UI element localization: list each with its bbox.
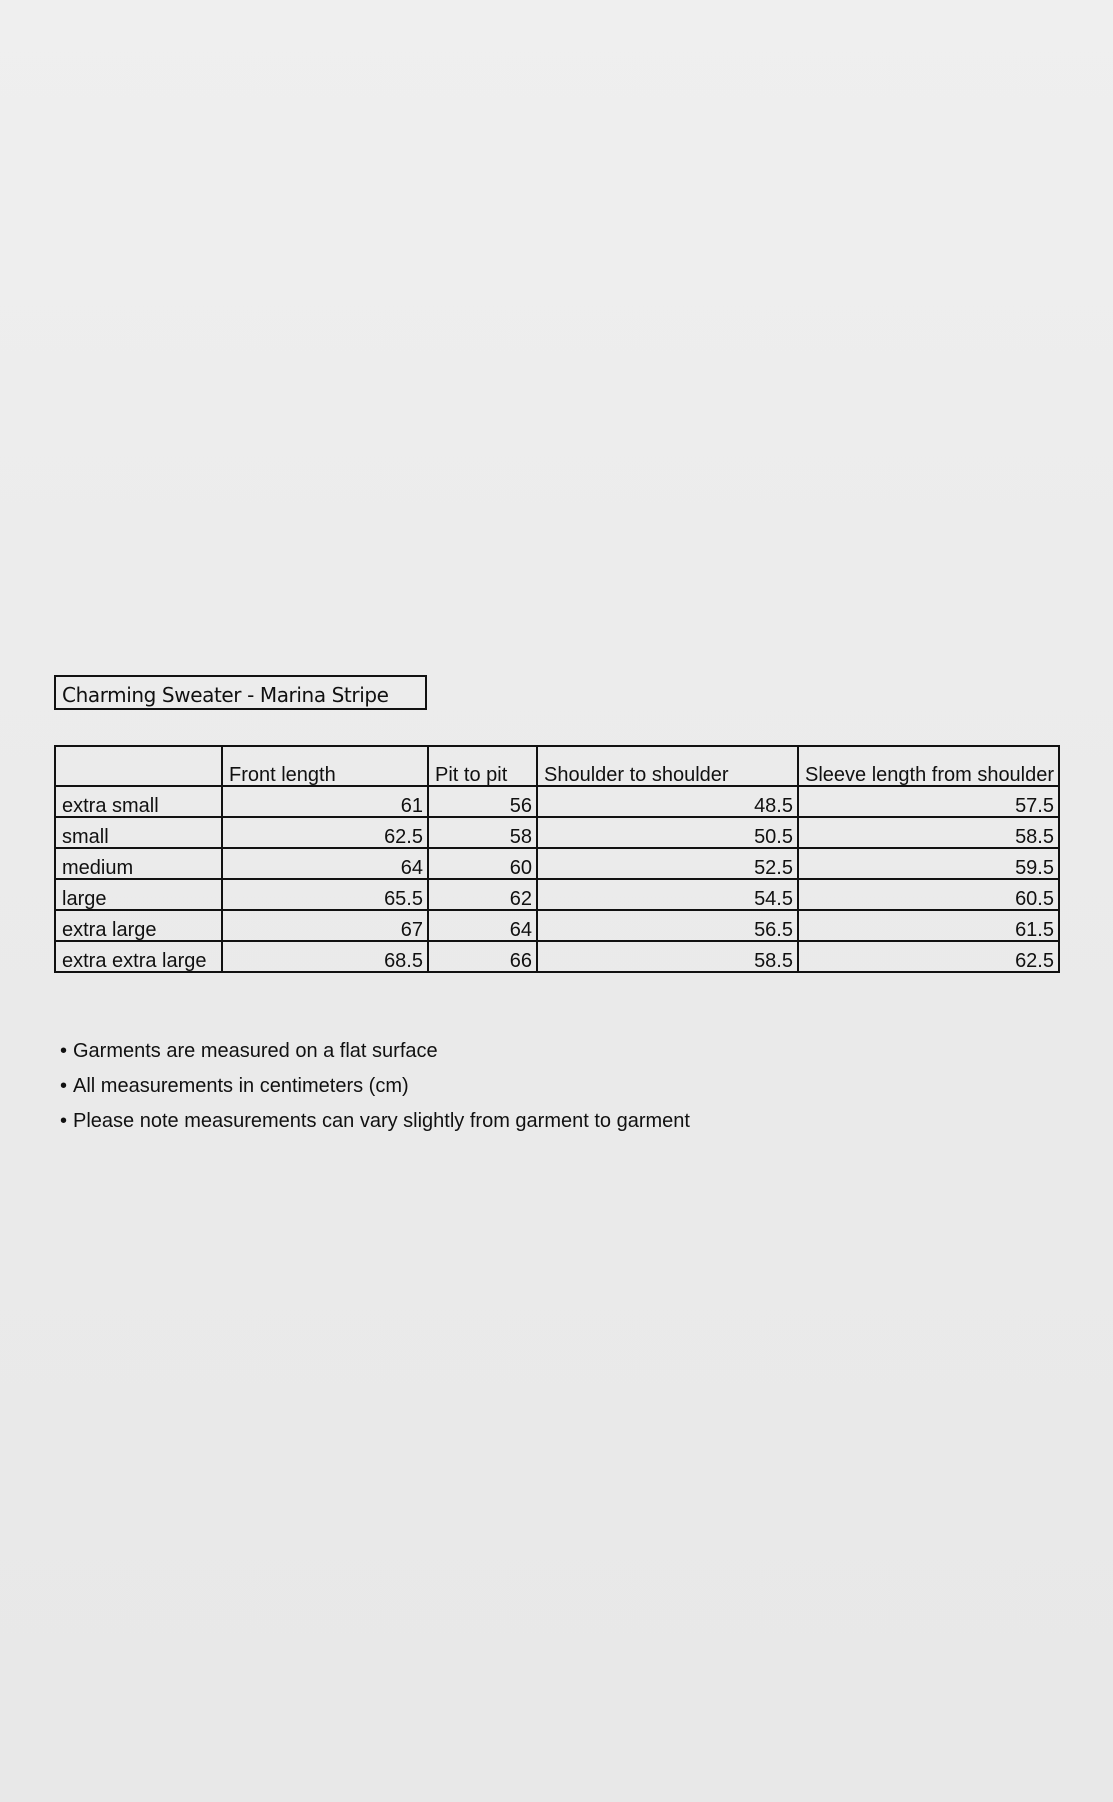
header-pit-to-pit: Pit to pit bbox=[428, 746, 537, 786]
chart-title bbox=[54, 675, 427, 710]
header-shoulder-to-shoulder: Shoulder to shoulder bbox=[537, 746, 798, 786]
note-text: Please note measurements can vary slightly from garment to garment bbox=[73, 1110, 690, 1132]
header-front-length: Front length bbox=[222, 746, 428, 786]
table-header-row bbox=[55, 746, 1059, 786]
sleeve-value: 57.5 bbox=[798, 786, 1059, 817]
shoulder-value: 54.5 bbox=[537, 879, 798, 910]
table-row bbox=[55, 817, 1059, 848]
shoulder-value: 56.5 bbox=[537, 910, 798, 941]
size-label: small bbox=[55, 817, 222, 848]
shoulder-value: 48.5 bbox=[537, 786, 798, 817]
sleeve-value: 59.5 bbox=[798, 848, 1059, 879]
front-length-value: 67 bbox=[222, 910, 428, 941]
sleeve-value: 62.5 bbox=[798, 941, 1059, 972]
note-text: Garments are measured on a flat surface bbox=[73, 1040, 438, 1062]
bullet-icon: • bbox=[60, 1110, 68, 1132]
table-row bbox=[55, 879, 1059, 910]
shoulder-value: 52.5 bbox=[537, 848, 798, 879]
pit-to-pit-value: 58 bbox=[428, 817, 537, 848]
bullet-icon: • bbox=[60, 1075, 68, 1097]
pit-to-pit-value: 62 bbox=[428, 879, 537, 910]
table-row bbox=[55, 848, 1059, 879]
note-item bbox=[60, 1037, 690, 1072]
pit-to-pit-value: 64 bbox=[428, 910, 537, 941]
sleeve-value: 58.5 bbox=[798, 817, 1059, 848]
pit-to-pit-value: 66 bbox=[428, 941, 537, 972]
sleeve-value: 61.5 bbox=[798, 910, 1059, 941]
table-row bbox=[55, 786, 1059, 817]
size-label: extra small bbox=[55, 786, 222, 817]
note-item bbox=[60, 1072, 690, 1107]
front-length-value: 64 bbox=[222, 848, 428, 879]
measurement-notes bbox=[60, 1037, 690, 1142]
size-label: extra large bbox=[55, 910, 222, 941]
front-length-value: 65.5 bbox=[222, 879, 428, 910]
front-length-value: 68.5 bbox=[222, 941, 428, 972]
table-row bbox=[55, 910, 1059, 941]
table-row bbox=[55, 941, 1059, 972]
shoulder-value: 58.5 bbox=[537, 941, 798, 972]
header-sleeve-length: Sleeve length from shoulder bbox=[798, 746, 1059, 786]
sleeve-value: 60.5 bbox=[798, 879, 1059, 910]
front-length-value: 61 bbox=[222, 786, 428, 817]
note-item bbox=[60, 1107, 690, 1142]
pit-to-pit-value: 60 bbox=[428, 848, 537, 879]
size-label: extra extra large bbox=[55, 941, 222, 972]
shoulder-value: 50.5 bbox=[537, 817, 798, 848]
size-label: large bbox=[55, 879, 222, 910]
note-text: All measurements in centimeters (cm) bbox=[73, 1075, 409, 1097]
size-table bbox=[54, 745, 1060, 973]
chart-title-text: Charming Sweater - Marina Stripe bbox=[62, 683, 389, 707]
front-length-value: 62.5 bbox=[222, 817, 428, 848]
bullet-icon: • bbox=[60, 1040, 68, 1062]
pit-to-pit-value: 56 bbox=[428, 786, 537, 817]
header-size bbox=[55, 746, 222, 786]
size-label: medium bbox=[55, 848, 222, 879]
